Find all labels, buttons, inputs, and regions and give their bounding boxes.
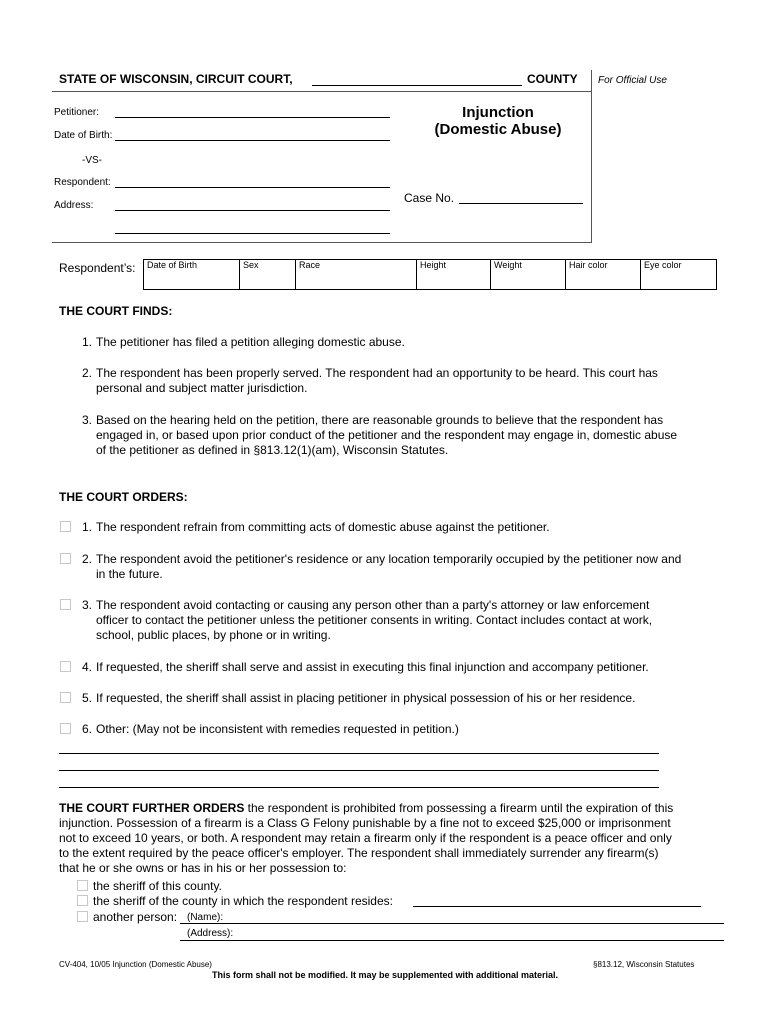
vs-label: -VS- — [82, 155, 102, 166]
finding-1-text — [96, 335, 405, 350]
title-line-1: Injunction — [462, 104, 534, 121]
further-line-4: to the extent required by the peace officer's employer. The respondent shall immediately surrender any firearm(s) — [59, 846, 659, 860]
form-id: CV-404, 10/05 Injunction (Domestic Abuse) — [59, 960, 212, 969]
finding-2-text — [96, 366, 658, 396]
name-label: (Name): — [187, 912, 224, 923]
order-5-text — [96, 691, 635, 706]
court-heading: STATE OF WISCONSIN, CIRCUIT COURT, — [59, 72, 293, 86]
findings-heading: THE COURT FINDS: — [59, 304, 173, 318]
order-6-checkbox[interactable] — [60, 723, 71, 734]
order-1-line-1: The respondent refrain from committing acts of domestic abuse against the petitioner. — [96, 520, 550, 534]
footer-notice: This form shall not be modified. It may be supplemented with additional material. — [211, 970, 559, 980]
surrender-another-person-label: another person: — [93, 910, 178, 924]
other-line-3[interactable] — [59, 787, 659, 788]
further-line-1-text: the respondent is prohibited from possessing a firearm until the expiration of this — [244, 801, 674, 815]
finding-2-line-2: personal and subject matter jurisdiction. — [96, 381, 308, 395]
caption-top-rule — [52, 91, 592, 92]
finding-3-line-1: Based on the hearing held on the petition, there are reasonable grounds to believe that the respondent has — [96, 413, 664, 427]
statute-ref: §813.12, Wisconsin Statutes — [593, 960, 695, 969]
order-3-line-1: The respondent avoid contacting or causing any person other than a party's attorney or law enforcement — [96, 598, 650, 612]
finding-2-num: 2. — [82, 366, 93, 380]
finding-3-text — [96, 413, 677, 458]
order-2-checkbox[interactable] — [60, 553, 71, 564]
order-5-checkbox[interactable] — [60, 692, 71, 703]
order-1-checkbox[interactable] — [60, 521, 71, 532]
order-4-num: 4. — [82, 660, 93, 674]
attr-cell-dob[interactable]: Date of Birth — [144, 259, 240, 290]
order-1-num: 1. — [82, 520, 93, 534]
attr-cell-hair[interactable]: Hair color — [566, 259, 641, 290]
respondent-label: Respondent: — [54, 177, 111, 188]
order-4-line-1: If requested, the sheriff shall serve and assist in executing this final injunction and accompany petitioner. — [96, 660, 649, 674]
order-4-checkbox[interactable] — [60, 661, 71, 672]
petitioner-line[interactable] — [115, 117, 390, 118]
surrender-another-person-checkbox[interactable] — [77, 911, 88, 922]
attr-cell-sex[interactable]: Sex — [240, 259, 296, 290]
further-line-5: that he or she owns or has in his or her possession to: — [59, 861, 347, 875]
further-bold-lead: THE COURT FURTHER ORDERS — [59, 801, 245, 815]
order-6-text — [96, 722, 459, 737]
caption-right-rule — [591, 70, 592, 242]
title-line-2: (Domestic Abuse) — [434, 121, 562, 138]
another-person-name-line[interactable] — [180, 923, 724, 924]
respondent-line[interactable] — [115, 187, 390, 188]
order-6-num: 6. — [82, 722, 93, 736]
address-label: Address: — [54, 200, 94, 211]
order-3-checkbox[interactable] — [60, 599, 71, 610]
attr-cell-height[interactable]: Height — [417, 259, 491, 290]
order-1-text — [96, 520, 550, 535]
further-line-3: not to exceed 10 years, or both. A respondent may retain a firearm only if the respondent is a peace officer and only — [59, 831, 672, 845]
order-2-line-1: The respondent avoid the petitioner's residence or any location temporarily occupied by the petitioner now and — [96, 552, 682, 566]
case-no-line[interactable] — [459, 203, 583, 204]
other-line-2[interactable] — [59, 770, 659, 771]
dob-line[interactable] — [115, 140, 390, 141]
finding-1-num: 1. — [82, 335, 93, 349]
order-5-line-1: If requested, the sheriff shall assist in placing petitioner in physical possession of his or her residence. — [96, 691, 636, 705]
document-title — [400, 104, 596, 138]
order-3-text — [96, 598, 652, 643]
finding-3-line-2: engaged in, or based upon prior conduct of the petitioner and the respondent may engage in, domestic abuse — [96, 428, 678, 442]
order-3-line-3: school, public places, by phone or in writing. — [96, 628, 331, 642]
further-line-2: injunction. Possession of a firearm is a Class G Felony punishable by a fine not to exceed $25,000 or imprisonment — [59, 816, 671, 830]
orders-heading: THE COURT ORDERS: — [59, 490, 188, 504]
finding-3-line-3: of the petitioner as defined in §813.12(1)(am), Wisconsin Statutes. — [96, 443, 449, 457]
finding-2-line-1: The respondent has been properly served. The respondent had an opportunity to be heard. This court has — [96, 366, 658, 380]
surrender-sheriff-resides-checkbox[interactable] — [77, 895, 88, 906]
address-field-label: (Address): — [187, 928, 234, 939]
official-use-label: For Official Use — [598, 75, 667, 86]
attr-cell-weight[interactable]: Weight — [491, 259, 566, 290]
address-line-1[interactable] — [115, 210, 390, 211]
respondents-label: Respondent’s: — [59, 261, 136, 275]
order-4-text — [96, 660, 649, 675]
order-2-line-2: in the future. — [96, 567, 163, 581]
petitioner-label: Petitioner: — [54, 107, 100, 118]
order-5-num: 5. — [82, 691, 93, 705]
other-line-1[interactable] — [59, 753, 659, 754]
county-label: COUNTY — [527, 72, 578, 86]
resides-county-line[interactable] — [413, 906, 701, 907]
surrender-sheriff-resides-label: the sheriff of the county in which the respondent resides: — [93, 894, 393, 908]
surrender-sheriff-county-label: the sheriff of this county. — [93, 879, 222, 893]
address-line-2[interactable] — [115, 233, 390, 234]
another-person-address-line[interactable] — [180, 940, 724, 941]
further-orders-paragraph — [59, 801, 739, 876]
county-name-line[interactable] — [312, 85, 522, 86]
order-6-line-1: Other: (May not be inconsistent with remedies requested in petition.) — [96, 722, 459, 736]
attr-cell-race[interactable]: Race — [296, 259, 417, 290]
caption-bottom-rule — [52, 242, 592, 243]
further-line-1 — [59, 801, 739, 816]
finding-3-num: 3. — [82, 413, 93, 427]
order-2-text — [96, 552, 681, 582]
finding-1-line-1: The petitioner has filed a petition alleging domestic abuse. — [96, 335, 405, 349]
dob-label: Date of Birth: — [54, 130, 113, 141]
attr-cell-eye[interactable]: Eye color — [644, 260, 682, 270]
order-3-num: 3. — [82, 598, 93, 612]
case-no-label: Case No. — [404, 191, 455, 205]
order-2-num: 2. — [82, 552, 93, 566]
order-3-line-2: officer to contact the petitioner unless the petitioner consents in writing. Contact includes contact at work, — [96, 613, 653, 627]
surrender-sheriff-county-checkbox[interactable] — [77, 880, 88, 891]
